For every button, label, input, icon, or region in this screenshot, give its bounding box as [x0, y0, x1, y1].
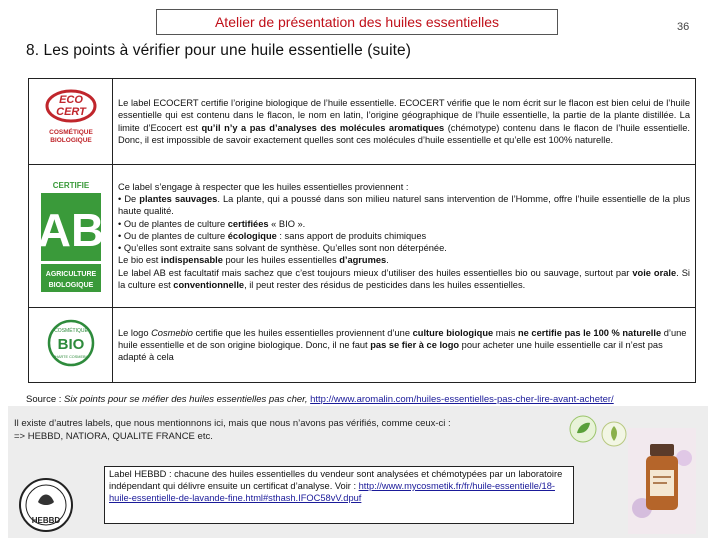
ab-logo-bottom-2: BIOLOGIQUE [48, 281, 93, 289]
organic-label-icon [600, 420, 628, 448]
ecocert-caption-1: COSMÉTIQUE [48, 129, 93, 136]
ecocert-logo-text-2: CERT [55, 106, 86, 118]
ab-bullet-1: • De plantes sauvages. La plante, qui a poussé dans son milieu naturel sans intervention de l’Homme, offre l’huile essentielle de la plus haute qualité. [118, 194, 691, 217]
cosmebio-logo-main: BIO [57, 335, 84, 353]
cosmebio-logo-cell [29, 308, 113, 383]
labels-table [28, 78, 696, 383]
table-row [29, 165, 696, 308]
hebbd-description: Label HEBBD : chacune des huiles essentielles du vendeur sont analysées et chémotypées par un laboratoire indépendant qui délivre ensuite un certificat d’analyse. Voir : http://www.mycosmetik.fr/fr/huile-essentielle/18-huile-essentielle-de-lavande-fine.html#sthash.IFOC58vV.dpuf [104, 466, 574, 524]
hebbd-link[interactable]: http://www.mycosmetik.fr/fr/huile-essentielle/18-huile-essentielle-de-lavande-fine.html#sthash.IFOC58vV.dpuf [109, 480, 555, 503]
ecocert-text-end: (chémotype) contenu dans le flacon de l’huile essentielle. Donc, il est impossible de savoir exactement quelles sont ces molécules d’huile essentielle et qu’elle est 100% naturelle. [118, 122, 690, 145]
hebbd-logo-text: HEBBD [31, 516, 61, 525]
hebbd-logo [14, 476, 78, 534]
ab-intro: Ce label s’engage à respecter que les huiles essentielles proviennent : [118, 182, 409, 193]
source-link[interactable]: http://www.aromalin.com/huiles-essentielles-pas-cher-lire-avant-acheter/ [310, 394, 614, 405]
ab-description [113, 165, 696, 308]
ab-logo-letters: AB [38, 203, 103, 256]
other-labels-line-1: Il existe d’autres labels, que nous mentionnons ici, mais que nous n’avons pas vérifiés, comme ceux-ci : [14, 418, 451, 429]
ab-logo [39, 174, 103, 294]
ecocert-logo-cell [29, 79, 113, 165]
table-row [29, 79, 696, 165]
other-labels-line-2: => HEBBD, NATIORA, QUALITE FRANCE etc. [14, 430, 213, 442]
cosmebio-logo-top: COSMÉTIQUE [53, 327, 88, 334]
ecocert-logo-text-1: ECO [58, 94, 83, 106]
cosmebio-description: Le logo Cosmebio certifie que les huiles essentielles proviennent d’une culture biologique mais ne certifie pas le 100 % naturelle d’une huile essentielle et de son origine biologique. Donc, il ne faut pas se fier à ce logo pour acheter une huile essentielle car il n’est pas adapté à cela [113, 308, 696, 383]
ab-citrus-note: Le bio est indispensable pour les huiles essentielles d’agrumes. [118, 255, 389, 266]
ab-bullet-2: • Ou de plantes de culture certifiées « BIO ». [118, 218, 306, 229]
ab-bullet-3: • Ou de plantes de culture écologique : sans apport de produits chimiques [118, 230, 427, 241]
other-labels-text [14, 418, 451, 443]
essential-oil-bottle-image [628, 428, 696, 534]
ecocert-caption-2: BIOLOGIQUE [49, 137, 92, 144]
ecocert-text-bold: qu’il n’y a pas d’analyses des molécules aromatiques [201, 122, 445, 133]
page-number: 36 [677, 21, 690, 33]
ab-optional-note: Le label AB est facultatif mais sachez que c’est toujours mieux d’utiliser des huiles essentielles bio ou sauvage, surtout par voie orale. Si la culture est conventionnelle, il peut rester des résidus de pesticides dans les huiles essentielles. [118, 267, 690, 290]
ab-logo-cell [29, 165, 113, 308]
ecocert-logo [36, 86, 106, 152]
table-row [29, 308, 696, 383]
cosmebio-logo [46, 318, 96, 368]
eco-label-icon [568, 414, 598, 444]
ab-logo-bottom-1: AGRICULTURE [45, 270, 96, 278]
ab-bullet-4: • Qu’elles sont extraite sans solvant de synthèse. Qu’elles sont non déterpénée. [118, 243, 447, 254]
slide-title: Atelier de présentation des huiles essentielles [156, 9, 558, 35]
ecocert-description [113, 79, 696, 165]
ab-logo-top: CERTIFIE [52, 180, 89, 190]
ecocert-text: Le label ECOCERT certifie l’origine biologique de l’huile essentielle. ECOCERT vérifie que le nom écrit sur le flacon est bien celui de l’huile essentielle qui est contenu dans le flacon, le nom en latin, l’origine géographique de l’huile essentielle, la partie de la plante distillée. La limite d’Ecocert est [118, 98, 690, 133]
source-citation: Source : Six points pour se méfier des huiles essentielles pas cher, http://www.aromalin.com/huiles-essentielles-pas-cher-lire-avant-acheter/ [26, 394, 614, 405]
section-title: 8. Les points à vérifier pour une huile essentielle (suite) [26, 42, 411, 59]
cosmebio-logo-bottom: CHARTE COSMEBIO [51, 354, 90, 359]
